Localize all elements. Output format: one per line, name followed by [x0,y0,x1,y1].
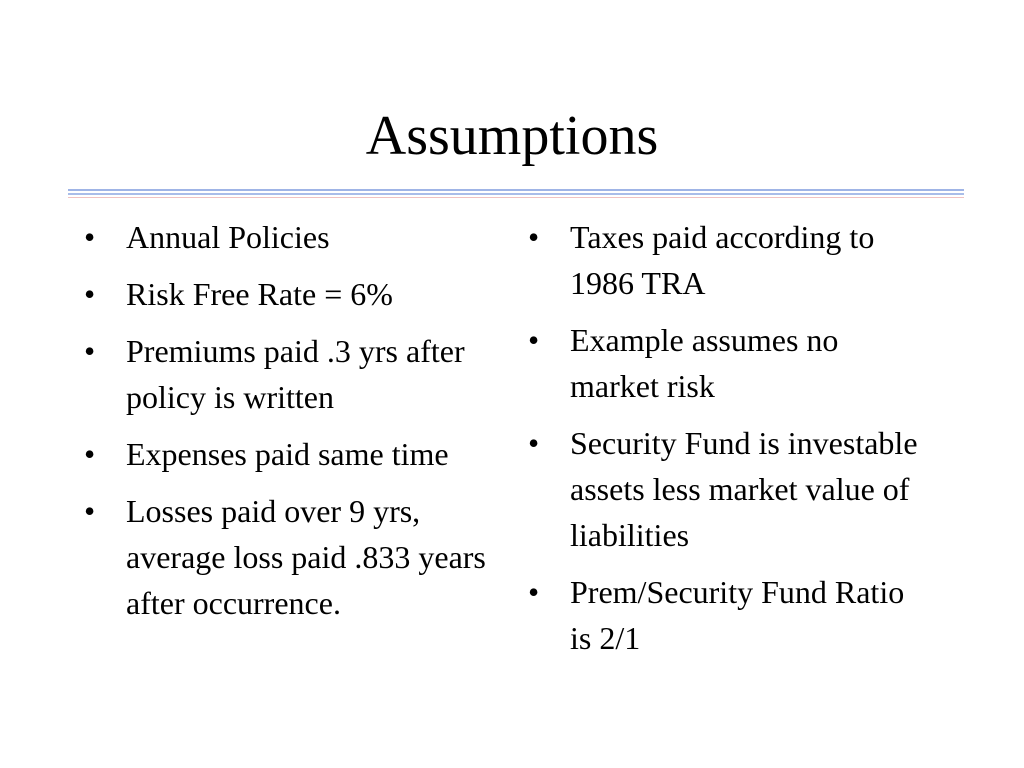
bullet-icon: • [528,574,540,610]
bullet-icon: • [84,276,96,312]
left-bullet-list [84,214,514,637]
bullet-text: Expenses paid same time [126,436,449,472]
bullet-text: Prem/Security Fund Ratio is 2/1 [570,574,905,656]
bullet-item [84,488,514,626]
title-divider-line [68,193,964,195]
bullet-text: Annual Policies [126,219,330,255]
bullet-icon: • [528,219,540,255]
bullet-text: Taxes paid according to 1986 TRA [570,219,875,301]
title-divider-line [68,189,964,191]
bullet-item [528,569,928,661]
bullet-item [84,431,514,477]
bullet-icon: • [84,333,96,369]
bullet-item [528,214,928,306]
bullet-text: Losses paid over 9 yrs, average loss paid .833 years after occurrence. [126,493,486,621]
bullet-text: Security Fund is investable assets less market value of liabilities [570,425,918,553]
bullet-text: Example assumes no market risk [570,322,839,404]
bullet-item [528,420,928,558]
bullet-item [528,317,928,409]
bullet-text: Premiums paid .3 yrs after policy is written [126,333,465,415]
bullet-icon: • [528,425,540,461]
bullet-icon: • [84,493,96,529]
title-divider-line [68,197,964,198]
right-bullet-list [528,214,928,672]
slide-title: Assumptions [365,105,659,167]
bullet-text: Risk Free Rate = 6% [126,276,393,312]
bullet-item [84,214,514,260]
bullet-icon: • [528,322,540,358]
bullet-icon: • [84,436,96,472]
bullet-item [84,271,514,317]
bullet-icon: • [84,219,96,255]
bullet-item [84,328,514,420]
